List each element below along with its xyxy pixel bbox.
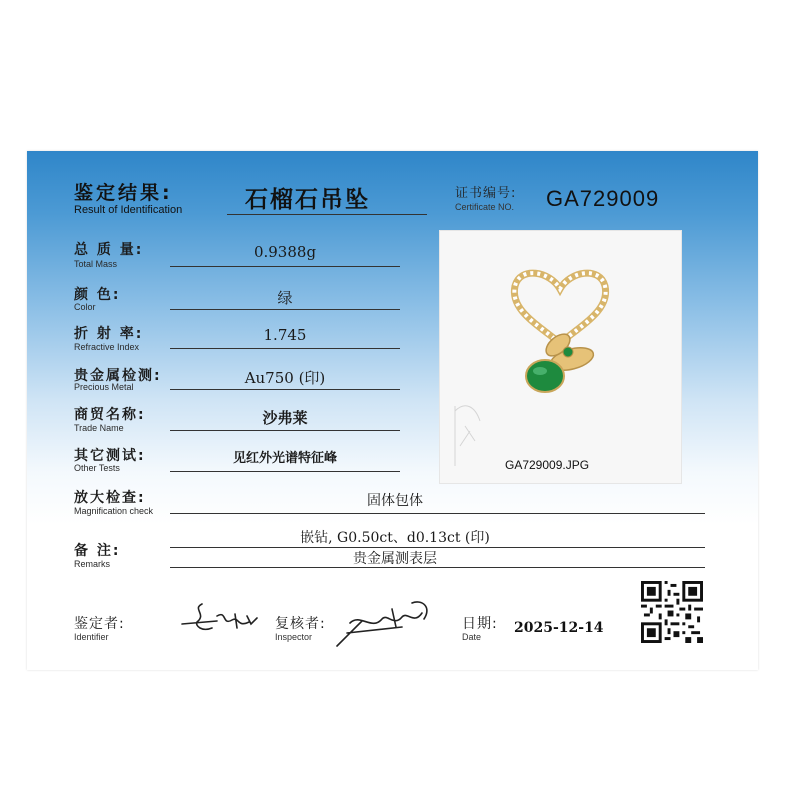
remarks-label-en: Remarks — [74, 559, 111, 569]
field-value-color: 绿 — [277, 289, 293, 307]
field-underline — [170, 266, 400, 267]
field-underline — [170, 430, 400, 431]
field-label-other-tests: 其它测试: — [74, 448, 146, 464]
date-label-en: Date — [462, 632, 482, 642]
field-label-refractive-index: 折 射 率: — [74, 326, 144, 342]
field-value-refractive-index: 1.745 — [263, 326, 307, 344]
result-title: 鉴定结果: — [74, 182, 173, 204]
certificate-number: GA729009 — [546, 186, 660, 211]
field-label-color: 颜 色: — [74, 287, 121, 303]
inspector-label: 复核者: — [275, 616, 326, 632]
field-label-trade-name: 商贸名称: — [74, 407, 146, 423]
field-label-en-refractive-index: Refractive Index — [74, 342, 140, 352]
field-value-precious-metal: Au750 (印) — [244, 369, 326, 387]
field-value-trade-name: 沙弗莱 — [262, 409, 308, 427]
identifier-label: 鉴定者: — [74, 616, 125, 632]
field-label-en-precious-metal: Precious Metal — [74, 382, 134, 392]
photo-caption: GA729009.JPG — [505, 458, 590, 472]
date-value: 2025-12-14 — [514, 620, 604, 636]
field-label-magnification: 放大检查: — [74, 490, 146, 506]
remarks-line-1: 嵌钻, G0.50ct、d0.13ct (印) — [300, 530, 490, 546]
remarks-label: 备 注: — [74, 543, 121, 559]
inspector-signature — [332, 591, 442, 651]
field-label-en-total-mass: Total Mass — [74, 259, 118, 269]
product-photo — [439, 230, 682, 484]
field-label-en-other-tests: Other Tests — [74, 463, 120, 473]
result-title-en: Result of Identification — [74, 204, 183, 216]
remarks-line-2: 贵金属测表层 — [353, 551, 437, 567]
field-label-en-magnification: Magnification check — [74, 506, 154, 516]
field-underline — [170, 513, 705, 514]
field-label-en-color: Color — [74, 302, 96, 312]
certificate-label-en: Certificate NO. — [455, 202, 515, 212]
field-underline — [170, 389, 400, 390]
field-label-precious-metal: 贵金属检测: — [74, 368, 162, 384]
field-underline — [170, 309, 400, 310]
certificate-label: 证书编号: — [455, 186, 517, 201]
pendant-image — [440, 231, 681, 483]
field-value-total-mass: 0.9388g — [253, 243, 317, 261]
certificate-card — [27, 151, 758, 670]
field-value-other-tests: 见红外光谱特征峰 — [232, 451, 337, 466]
remarks-underline — [170, 567, 705, 568]
field-label-en-trade-name: Trade Name — [74, 423, 124, 433]
identifier-signature — [177, 594, 267, 639]
inspector-label-en: Inspector — [275, 632, 313, 642]
field-underline — [170, 471, 400, 472]
qr-code — [641, 581, 703, 643]
result-value: 石榴石吊坠 — [245, 186, 370, 213]
field-underline — [170, 348, 400, 349]
result-underline — [227, 214, 427, 215]
identifier-label-en: Identifier — [74, 632, 109, 642]
field-value-magnification: 固体包体 — [367, 493, 423, 509]
date-label: 日期: — [462, 616, 498, 632]
field-label-total-mass: 总 质 量: — [74, 242, 144, 258]
